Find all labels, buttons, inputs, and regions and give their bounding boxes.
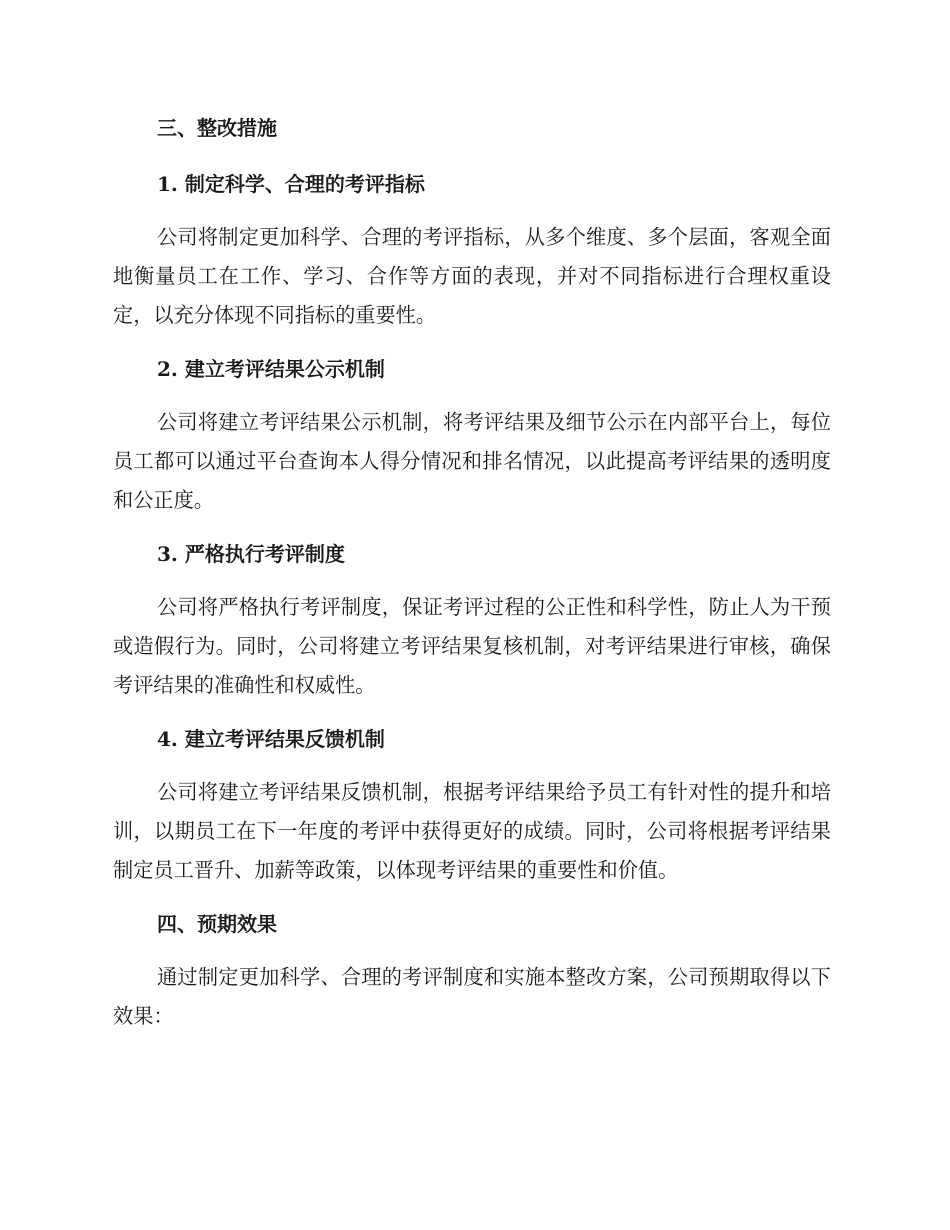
item-paragraph-2: 公司将建立考评结果公示机制，将考评结果及细节公示在内部平台上，每位员工都可以通过平台查询本人得分情况和排名情况，以此提高考评结果的透明度和公正度。	[113, 410, 831, 512]
item-heading-4: 4. 建立考评结果反馈机制	[157, 727, 385, 751]
item-heading-1: 1. 制定科学、合理的考评指标	[157, 172, 425, 196]
section-paragraph-expected-results: 通过制定更加科学、合理的考评制度和实施本整改方案，公司预期取得以下效果：	[113, 965, 831, 1028]
section-heading-expected-results: 四、预期效果	[157, 912, 277, 936]
item-heading-2: 2. 建立考评结果公示机制	[157, 357, 385, 381]
item-paragraph-3: 公司将严格执行考评制度，保证考评过程的公正性和科学性，防止人为干预或造假行为。同时，公司将建立考评结果复核机制，对考评结果进行审核，确保考评结果的准确性和权威性。	[113, 595, 831, 697]
item-paragraph-1: 公司将制定更加科学、合理的考评指标，从多个维度、多个层面，客观全面地衡量员工在工作、学习、合作等方面的表现，并对不同指标进行合理权重设定，以充分体现不同指标的重要性。	[113, 225, 831, 327]
section-heading-measures: 三、整改措施	[157, 116, 277, 140]
document-body	[113, 108, 831, 1036]
item-paragraph-4: 公司将建立考评结果反馈机制，根据考评结果给予员工有针对性的提升和培训，以期员工在下一年度的考评中获得更好的成绩。同时，公司将根据考评结果制定员工晋升、加薪等政策，以体现考评结果的重要性和价值。	[113, 780, 831, 882]
item-heading-3: 3. 严格执行考评制度	[157, 542, 345, 566]
